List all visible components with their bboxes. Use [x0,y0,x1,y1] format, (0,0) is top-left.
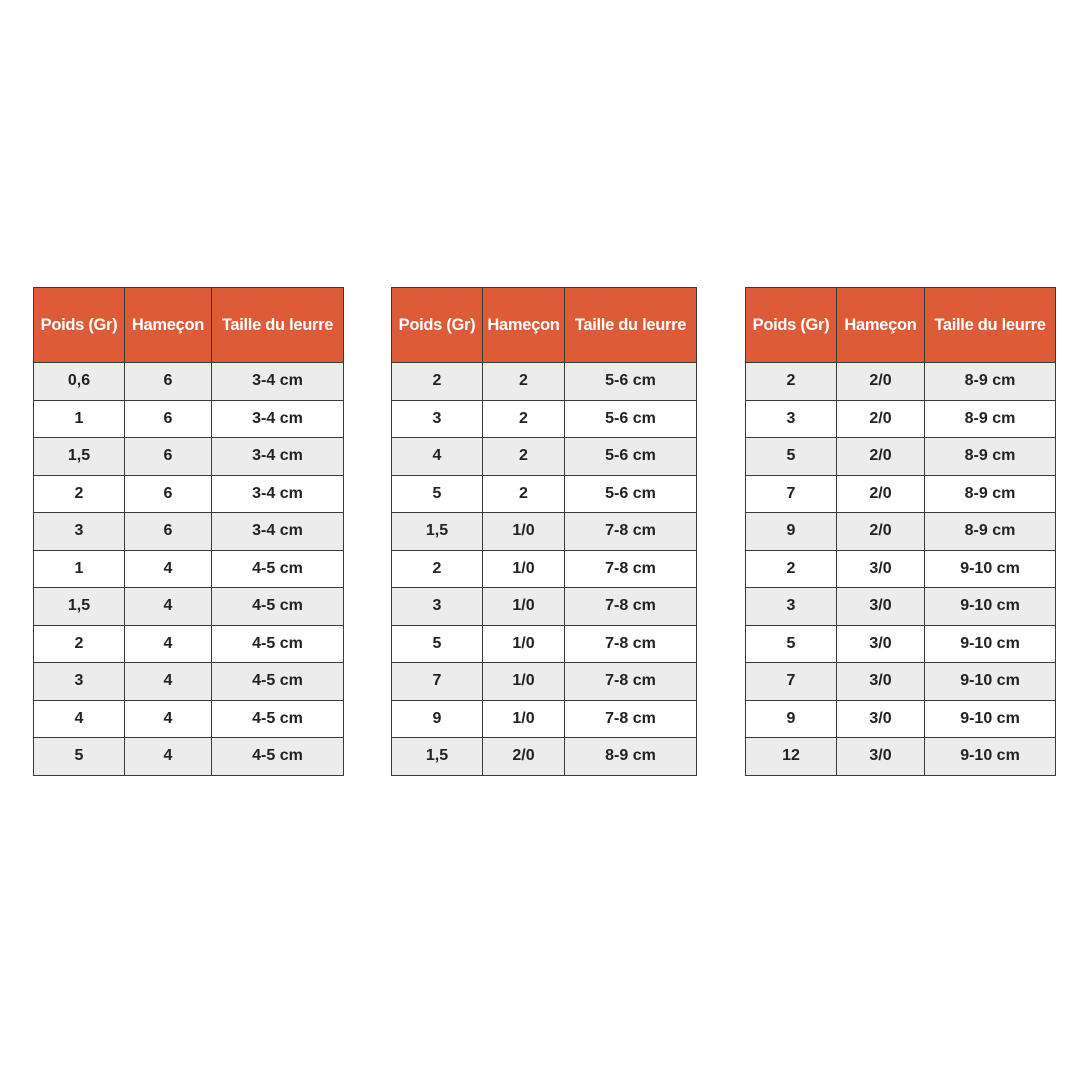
table-row [746,588,1056,626]
cell-poids: 1,5 [34,438,125,476]
cell-taille: 8-9 cm [925,363,1056,401]
cell-poids: 3 [34,513,125,551]
cell-taille: 3-4 cm [212,400,344,438]
cell-hamecon: 4 [125,700,212,738]
cell-hamecon: 1/0 [483,663,565,701]
header-taille: Taille du leurre [565,288,697,363]
cell-poids: 3 [746,588,837,626]
table-row [34,400,344,438]
cell-hamecon: 3/0 [837,588,925,626]
cell-poids: 9 [392,700,483,738]
cell-taille: 3-4 cm [212,363,344,401]
cell-hamecon: 2/0 [483,738,565,776]
table-row [392,550,697,588]
table-row [746,663,1056,701]
cell-poids: 2 [746,363,837,401]
cell-hamecon: 4 [125,550,212,588]
cell-taille: 4-5 cm [212,663,344,701]
cell-taille: 4-5 cm [212,550,344,588]
table-row [392,663,697,701]
cell-poids: 2 [34,475,125,513]
cell-hamecon: 6 [125,438,212,476]
table-header-row [746,288,1056,363]
cell-poids: 2 [392,550,483,588]
cell-hamecon: 1/0 [483,513,565,551]
cell-hamecon: 3/0 [837,663,925,701]
header-taille: Taille du leurre [925,288,1056,363]
cell-taille: 8-9 cm [565,738,697,776]
cell-hamecon: 1/0 [483,700,565,738]
header-poids: Poids (Gr) [392,288,483,363]
cell-taille: 8-9 cm [925,513,1056,551]
cell-taille: 9-10 cm [925,738,1056,776]
cell-hamecon: 6 [125,363,212,401]
table-row [746,475,1056,513]
cell-poids: 1 [34,400,125,438]
cell-taille: 9-10 cm [925,625,1056,663]
table-header-row [392,288,697,363]
cell-taille: 8-9 cm [925,400,1056,438]
header-poids: Poids (Gr) [746,288,837,363]
size-table-1-wrap [33,287,344,776]
cell-poids: 0,6 [34,363,125,401]
header-poids: Poids (Gr) [34,288,125,363]
cell-hamecon: 4 [125,625,212,663]
cell-taille: 5-6 cm [565,438,697,476]
cell-hamecon: 1/0 [483,550,565,588]
cell-taille: 9-10 cm [925,700,1056,738]
cell-poids: 5 [392,625,483,663]
header-taille: Taille du leurre [212,288,344,363]
cell-taille: 7-8 cm [565,550,697,588]
cell-poids: 2 [392,363,483,401]
cell-taille: 7-8 cm [565,588,697,626]
table-row [34,663,344,701]
cell-taille: 9-10 cm [925,550,1056,588]
cell-poids: 9 [746,700,837,738]
cell-poids: 7 [746,475,837,513]
size-table-2 [391,287,697,776]
cell-hamecon: 1/0 [483,625,565,663]
cell-poids: 3 [392,588,483,626]
cell-taille: 7-8 cm [565,625,697,663]
cell-hamecon: 6 [125,400,212,438]
cell-poids: 2 [746,550,837,588]
cell-taille: 4-5 cm [212,625,344,663]
header-hamecon: Hameçon [125,288,212,363]
table-row [392,738,697,776]
table-row [392,513,697,551]
cell-hamecon: 3/0 [837,550,925,588]
cell-hamecon: 2/0 [837,363,925,401]
cell-poids: 1 [34,550,125,588]
cell-taille: 3-4 cm [212,475,344,513]
header-hamecon: Hameçon [483,288,565,363]
table-row [392,438,697,476]
size-table-2-wrap [391,287,697,776]
table-row [34,588,344,626]
cell-hamecon: 6 [125,513,212,551]
cell-hamecon: 2 [483,400,565,438]
cell-poids: 3 [34,663,125,701]
cell-taille: 3-4 cm [212,438,344,476]
cell-hamecon: 4 [125,663,212,701]
cell-taille: 8-9 cm [925,475,1056,513]
table-row [34,625,344,663]
cell-poids: 2 [34,625,125,663]
table-row [392,700,697,738]
cell-hamecon: 3/0 [837,700,925,738]
header-hamecon: Hameçon [837,288,925,363]
cell-poids: 5 [746,438,837,476]
cell-taille: 4-5 cm [212,588,344,626]
cell-taille: 7-8 cm [565,513,697,551]
cell-poids: 4 [34,700,125,738]
cell-taille: 7-8 cm [565,700,697,738]
cell-poids: 7 [392,663,483,701]
cell-taille: 4-5 cm [212,700,344,738]
cell-poids: 3 [746,400,837,438]
table-row [746,513,1056,551]
cell-taille: 9-10 cm [925,663,1056,701]
cell-taille: 7-8 cm [565,663,697,701]
cell-hamecon: 2/0 [837,438,925,476]
cell-hamecon: 2 [483,438,565,476]
cell-poids: 3 [392,400,483,438]
size-table-1 [33,287,344,776]
table-row [392,625,697,663]
table-row [746,400,1056,438]
cell-taille: 3-4 cm [212,513,344,551]
table-row [34,550,344,588]
table-row [392,475,697,513]
table-row [34,475,344,513]
table-row [746,738,1056,776]
table-row [392,588,697,626]
cell-poids: 4 [392,438,483,476]
cell-hamecon: 1/0 [483,588,565,626]
cell-hamecon: 3/0 [837,738,925,776]
cell-taille: 8-9 cm [925,438,1056,476]
cell-hamecon: 6 [125,475,212,513]
cell-poids: 1,5 [34,588,125,626]
table-row [746,700,1056,738]
size-table-3-wrap [745,287,1056,776]
table-row [34,738,344,776]
cell-poids: 5 [392,475,483,513]
table-row [34,700,344,738]
size-table-3 [745,287,1056,776]
table-row [746,625,1056,663]
table-row [392,363,697,401]
cell-taille: 4-5 cm [212,738,344,776]
table-row [34,438,344,476]
cell-hamecon: 4 [125,738,212,776]
cell-hamecon: 4 [125,588,212,626]
table-row [392,400,697,438]
cell-poids: 1,5 [392,513,483,551]
cell-taille: 9-10 cm [925,588,1056,626]
cell-poids: 9 [746,513,837,551]
cell-poids: 5 [746,625,837,663]
table-row [34,513,344,551]
cell-taille: 5-6 cm [565,363,697,401]
cell-poids: 1,5 [392,738,483,776]
table-header-row [34,288,344,363]
cell-hamecon: 2/0 [837,400,925,438]
cell-taille: 5-6 cm [565,400,697,438]
cell-hamecon: 2 [483,363,565,401]
table-row [746,550,1056,588]
cell-poids: 5 [34,738,125,776]
table-row [746,363,1056,401]
cell-hamecon: 2/0 [837,513,925,551]
cell-hamecon: 2 [483,475,565,513]
cell-poids: 12 [746,738,837,776]
table-row [34,363,344,401]
cell-taille: 5-6 cm [565,475,697,513]
cell-poids: 7 [746,663,837,701]
cell-hamecon: 2/0 [837,475,925,513]
table-row [746,438,1056,476]
cell-hamecon: 3/0 [837,625,925,663]
